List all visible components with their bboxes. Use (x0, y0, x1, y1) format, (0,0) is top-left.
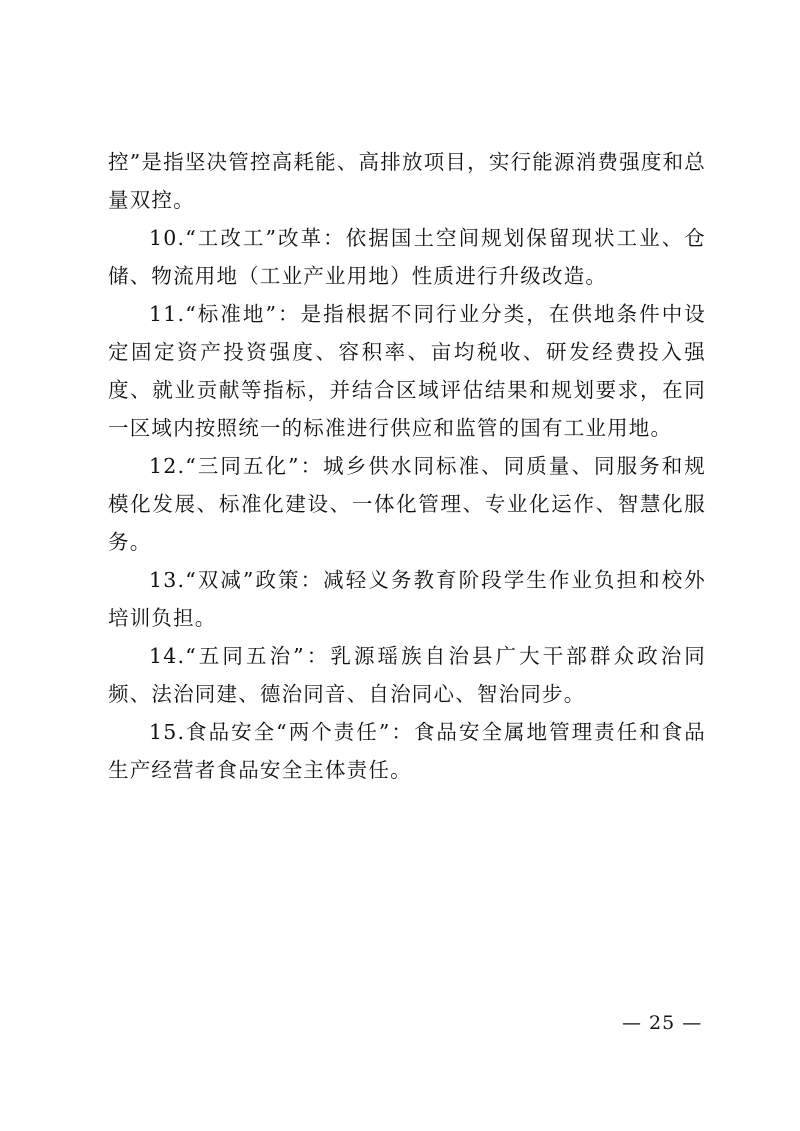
paragraph-item-13: 13.“双减”政策：减轻义务教育阶段学生作业负担和校外培训负担。 (108, 568, 706, 630)
page-body (108, 143, 706, 789)
paragraph-item-12: 12.“三同五化”：城乡供水同标准、同质量、同服务和规模化发展、标准化建设、一体化管理、专业化运作、智慧化服务。 (108, 454, 706, 554)
paragraph-item-11: 11.“标准地”：是指根据不同行业分类，在供地条件中设定固定资产投资强度、容积率、亩均税收、研发经费投入强度、就业贡献等指标，并结合区域评估结果和规划要求，在同一区域内按照统一的标准进行供应和监管的国有工业用地。 (108, 302, 706, 440)
paragraph-continued: 控”是指坚决管控高耗能、高排放项目，实行能源消费强度和总量双控。 (108, 150, 706, 212)
page-number: — 25 — (622, 1012, 703, 1034)
paragraph-item-14: 14.“五同五治”：乳源瑶族自治县广大干部群众政治同频、法治同建、德治同音、自治同心、智治同步。 (108, 644, 706, 706)
paragraph-item-15: 15.食品安全“两个责任”：食品安全属地管理责任和食品生产经营者食品安全主体责任。 (108, 720, 706, 782)
paragraph-item-10: 10.“工改工”改革：依据国土空间规划保留现状工业、仓储、物流用地（工业产业用地）性质进行升级改造。 (108, 226, 706, 288)
